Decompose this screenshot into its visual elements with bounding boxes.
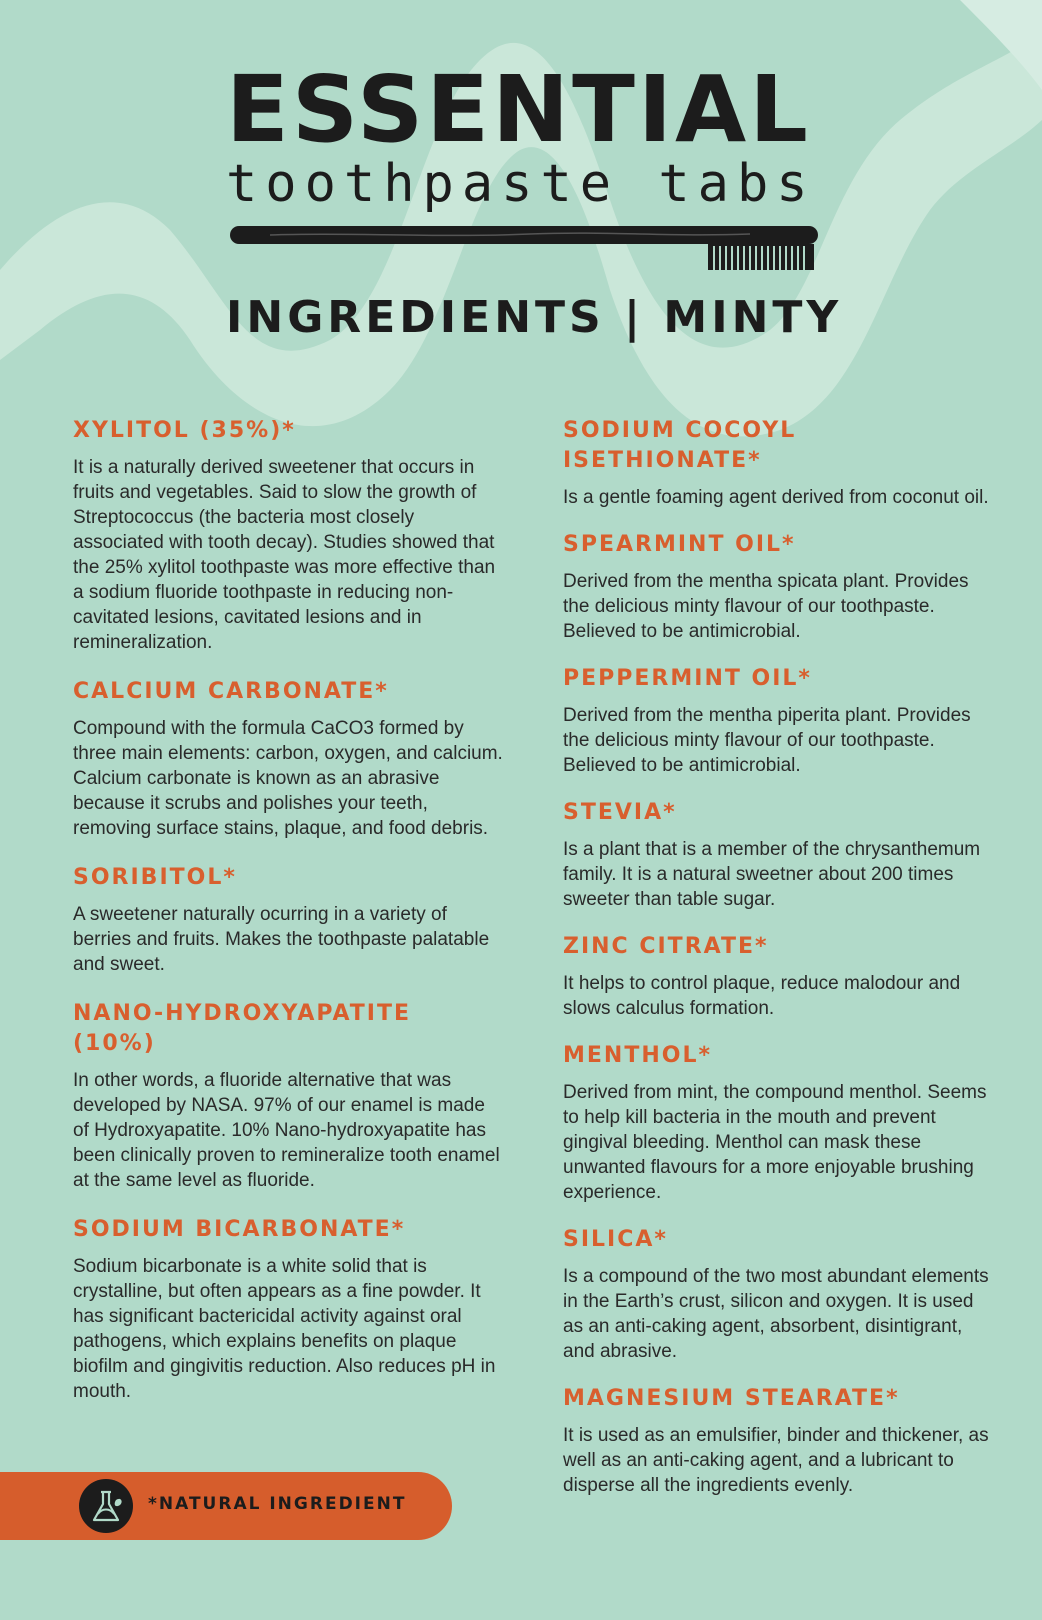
ingredient-description: Sodium bicarbonate is a white solid that is crystalline, but often appears as a fine powder. It has significant bactericidal activity against oral pathogens, which explains benefits on plaque biofilm and gingivitis reduction. Also reduces pH in mouth. — [73, 1256, 496, 1402]
ingredients-right-column — [563, 416, 993, 1518]
header — [0, 0, 1042, 360]
ingredient-item — [73, 863, 503, 977]
brand-tagline: toothpaste tabs — [226, 154, 816, 214]
ingredient-item — [73, 999, 503, 1193]
ingredient-description: Derived from the mentha piperita plant. Provides the delicious minty flavour of our toothpaste. Believed to be antimicrobial. — [563, 705, 971, 776]
ingredient-name: ZINC CITRATE* — [563, 934, 769, 959]
ingredient-description: Compound with the formula CaCO3 formed by three main elements: carbon, oxygen, and calcium. Calcium carbonate is known as an abrasive because it scrubs and polishes your teeth, removing surface stains, plaque, and food debris. — [73, 718, 503, 839]
ingredient-name: SODIUM BICARBONATE* — [73, 1217, 406, 1242]
ingredient-item — [73, 416, 503, 655]
ingredient-description: It is a naturally derived sweetener that occurs in fruits and vegetables. Said to slow the growth of Streptococcus (the bacteria most closely associated with tooth decay). Studies showed that the 25% xylitol toothpaste was more effective than a sodium fluoride toothpaste in reducing non-cavitated lesions, cavitated lesions and in remineralization. — [73, 457, 496, 653]
ingredients-left-column — [73, 416, 503, 1426]
ingredient-description: In other words, a fluoride alternative that was developed by NASA. 97% of our enamel is made of Hydroxyapatite. 10% Nano-hydroxyapatite has been clinically proven to remineralize tooth enamel at the same level as fluoride. — [73, 1070, 500, 1191]
ingredient-item — [563, 530, 993, 644]
ingredient-name: SORIBITOL* — [73, 865, 237, 890]
ingredient-description: Derived from the mentha spicata plant. Provides the delicious minty flavour of our toothpaste. Believed to be antimicrobial. — [563, 571, 969, 642]
ingredient-description: A sweetener naturally ocurring in a variety of berries and fruits. Makes the toothpaste palatable and sweet. — [73, 904, 490, 975]
ingredient-name: CALCIUM CARBONATE* — [73, 679, 389, 704]
ingredient-description: Derived from mint, the compound menthol. Seems to help kill bacteria in the mouth and prevent gingival bleeding. Menthol can mask these unwanted flavours for a more enjoyable brushing experience. — [563, 1082, 987, 1203]
ingredient-item — [563, 1225, 993, 1364]
ingredient-description: Is a plant that is a member of the chrysanthemum family. It is a natural sweetner about 200 times sweeter than table sugar. — [563, 839, 981, 910]
brand-logo: ESSENTIAL — [226, 56, 811, 163]
ingredient-description: It is used as an emulsifier, binder and thickener, as well as an anti-caking agent, and a lubricant to disperse all the ingredients evenly. — [563, 1425, 989, 1496]
ingredient-name: SODIUM COCOYL ISETHIONATE* — [563, 418, 797, 473]
ingredient-name: MENTHOL* — [563, 1043, 712, 1068]
ingredient-name: XYLITOL (35%)* — [73, 418, 296, 443]
ingredient-name: SPEARMINT OIL* — [563, 532, 796, 557]
flask-leaf-icon — [78, 1478, 134, 1534]
ingredient-description: It helps to control plaque, reduce malodour and slows calculus formation. — [563, 973, 961, 1019]
natural-ingredient-note: *NATURAL INGREDIENT — [148, 1494, 407, 1514]
ingredient-description: Is a compound of the two most abundant elements in the Earth’s crust, silicon and oxygen. It is used as an anti-caking agent, absorbent, disintigrant, and abrasive. — [563, 1266, 989, 1362]
ingredient-description: Is a gentle foaming agent derived from coconut oil. — [563, 487, 989, 508]
ingredient-item — [563, 1384, 993, 1498]
toothbrush-icon — [230, 222, 820, 272]
page-title: INGREDIENTS | MINTY — [226, 292, 843, 343]
ingredient-name: STEVIA* — [563, 800, 677, 825]
ingredient-item — [73, 677, 503, 841]
ingredient-name: NANO-HYDROXYAPATITE (10%) — [73, 1001, 412, 1056]
ingredient-item — [563, 798, 993, 912]
ingredient-item — [563, 1041, 993, 1205]
ingredient-item — [563, 664, 993, 778]
ingredient-item — [563, 416, 993, 510]
ingredient-name: SILICA* — [563, 1227, 668, 1252]
ingredient-name: PEPPERMINT OIL* — [563, 666, 812, 691]
ingredient-item — [73, 1215, 503, 1404]
ingredient-item — [563, 932, 993, 1021]
ingredient-name: MAGNESIUM STEARATE* — [563, 1386, 900, 1411]
